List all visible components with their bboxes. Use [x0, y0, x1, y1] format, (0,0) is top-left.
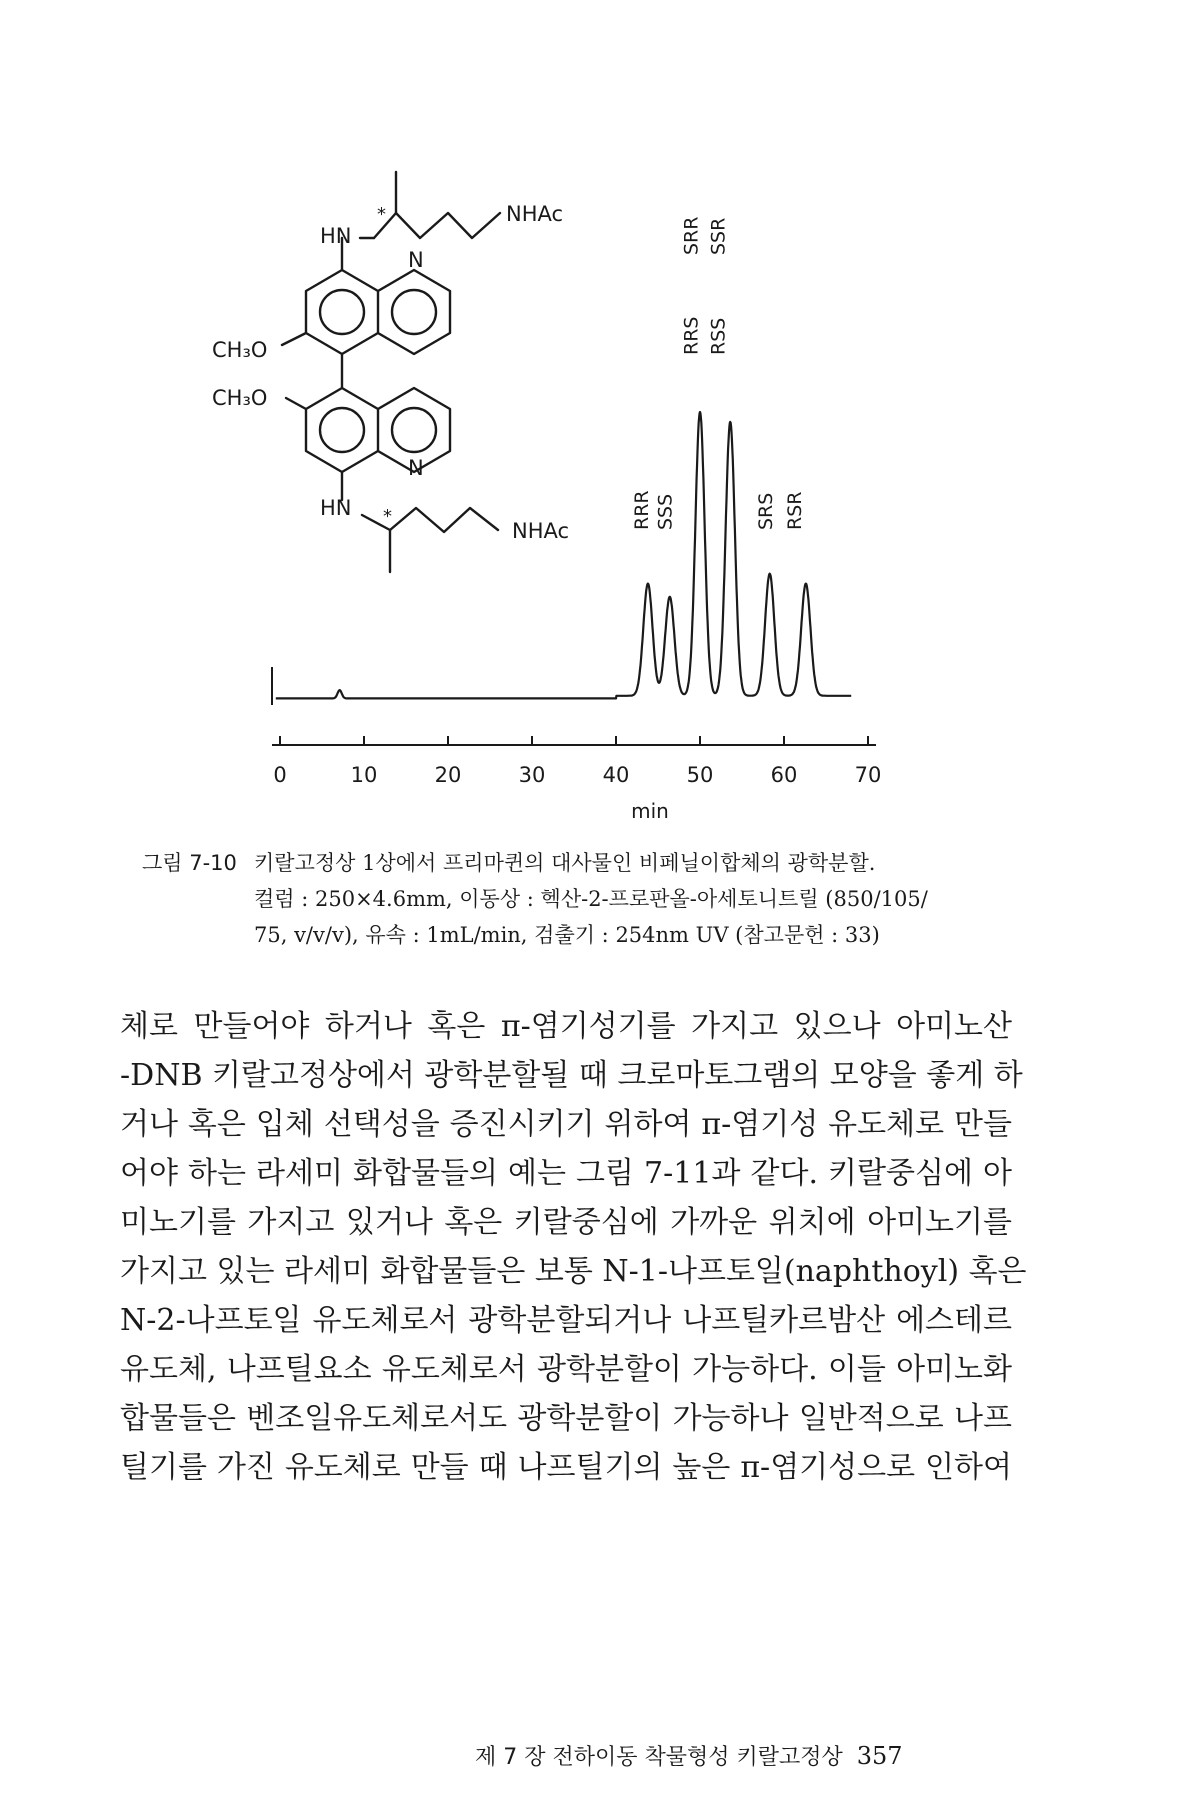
body-paragraph	[120, 1002, 1027, 1492]
body-line: 어야 하는 라세미 화합물들의 예는 그림 7-11과 같다. 키랄중심에 아	[120, 1156, 1012, 1191]
methoxy-bottom-label: CH₃O	[212, 386, 268, 410]
nhac-bottom-label: NHAc	[512, 519, 570, 543]
caption-line-1: 그림 7-10 키랄고정상 1상에서 프리마퀸의 대사물인 비페닐이합체의 광학분할.	[142, 845, 1042, 881]
peak-label: SRS	[755, 492, 778, 530]
x-tick-label: 20	[434, 763, 462, 787]
body-line: 체로 만들어야 하거나 혹은 π-염기성기를 가지고 있으나 아미노산	[120, 1009, 1012, 1044]
peak-label: RRS	[680, 316, 703, 355]
caption-line-2: 컬럼 : 250×4.6mm, 이동상 : 헥산-2-프로판올-아세토니트릴 (850/105/	[254, 887, 928, 911]
body-line: 가지고 있는 라세미 화합물들은 보통 N-1-나프토일(naphthoyl) 혹은	[120, 1254, 1027, 1289]
x-tick-label: 40	[602, 763, 630, 787]
figure-caption	[142, 845, 1042, 953]
n-top-label: N	[408, 248, 424, 272]
peak-labels	[631, 217, 806, 530]
peak-label: SSS	[654, 493, 677, 530]
x-tick-label: 30	[518, 763, 546, 787]
body-line: 틸기를 가진 유도체로 만들 때 나프틸기의 높은 π-염기성으로 인하여	[120, 1450, 1012, 1485]
hn-top-label: HN	[320, 224, 352, 248]
hn-bottom-label: HN	[320, 496, 352, 520]
body-line: 합물들은 벤조일유도체로서도 광학분할이 가능하나 일반적으로 나프	[120, 1401, 1012, 1436]
x-tick-label: 10	[350, 763, 378, 787]
body-line: -DNB 키랄고정상에서 광학분할될 때 크로마토그램의 모양을 좋게 하	[120, 1058, 1023, 1093]
page-footer	[475, 1740, 1015, 1771]
body-line: N-2-나프토일 유도체로서 광학분할되거나 나프틸카르밤산 에스테르	[120, 1303, 1012, 1338]
x-tick-label: 0	[273, 763, 287, 787]
peak-label: SRR	[680, 216, 703, 255]
page-number: 357	[856, 1742, 903, 1770]
nhac-top-label: NHAc	[506, 202, 564, 226]
structure-labels	[212, 202, 569, 543]
running-head: 제 7 장 전하이동 착물형성 키랄고정상	[475, 1745, 843, 1770]
peak-label: RSS	[707, 317, 730, 355]
methoxy-top-label: CH₃O	[212, 338, 268, 362]
stereo-top-label: *	[377, 204, 386, 225]
peak-label: RSR	[783, 491, 806, 530]
caption-line-3: 75, v/v/v), 유속 : 1mL/min, 검출기 : 254nm UV (참고문헌 : 33)	[254, 923, 880, 947]
peak-label: RRR	[630, 490, 653, 530]
body-line: 거나 혹은 입체 선택성을 증진시키기 위하여 π-염기성 유도체로 만들	[120, 1107, 1012, 1142]
x-axis-label: min	[631, 799, 669, 823]
chromatogram-trace	[276, 412, 851, 698]
time-axis-ticks	[273, 736, 881, 787]
x-tick-label: 50	[686, 763, 714, 787]
x-tick-label: 70	[854, 763, 882, 787]
stereo-bottom-label: *	[383, 506, 392, 527]
caption-label: 그림 7-10	[142, 851, 237, 875]
body-line: 미노기를 가지고 있거나 혹은 키랄중심에 가까운 위치에 아미노기를	[120, 1205, 1012, 1240]
peak-label: SSR	[707, 217, 730, 255]
x-tick-label: 60	[770, 763, 798, 787]
body-line: 유도체, 나프틸요소 유도체로서 광학분할이 가능하다. 이들 아미노화	[120, 1352, 1012, 1387]
n-bottom-label: N	[408, 456, 424, 480]
